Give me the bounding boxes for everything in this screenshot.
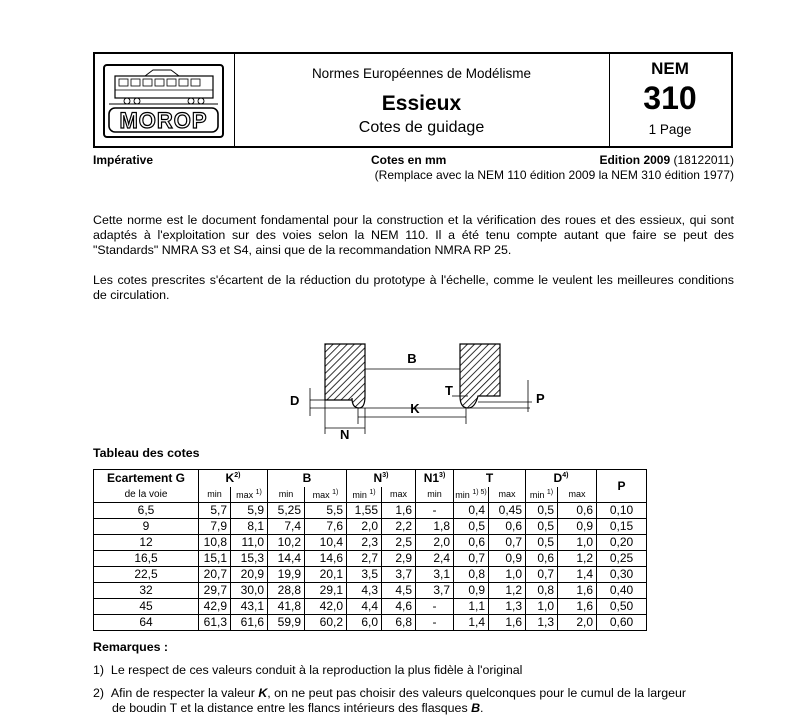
value-cell: 1,6: [489, 614, 526, 630]
value-cell: 28,8: [268, 582, 305, 598]
value-cell: 14,6: [305, 550, 347, 566]
value-cell: -: [416, 614, 454, 630]
value-cell: 2,3: [347, 534, 382, 550]
min-label: min: [416, 487, 454, 503]
value-cell: 0,25: [597, 550, 647, 566]
value-cell: 42,0: [305, 598, 347, 614]
value-cell: 1,55: [347, 502, 382, 518]
col-gauge-subheader: de la voie: [94, 487, 199, 503]
col-n1-header: N1$^{3)}$: [416, 470, 454, 487]
value-cell: 1,4: [454, 614, 489, 630]
replaces-note: (Remplace avec la NEM 110 édition 2009 la NEM 310 édition 1977): [374, 168, 734, 182]
value-cell: 1,3: [489, 598, 526, 614]
label-n: N: [340, 427, 350, 442]
min-label: min $^{1)}$: [347, 487, 382, 503]
label-d: D: [290, 393, 300, 408]
value-cell: 0,6: [558, 502, 597, 518]
value-cell: 10,2: [268, 534, 305, 550]
page-title: Essieux: [381, 92, 462, 115]
value-cell: 8,1: [231, 518, 268, 534]
value-cell: 2,4: [416, 550, 454, 566]
value-cell: 41,8: [268, 598, 305, 614]
remark-1-number: 1): [93, 663, 105, 677]
value-cell: 5,25: [268, 502, 305, 518]
value-cell: 20,7: [199, 566, 231, 582]
value-cell: 1,3: [526, 614, 558, 630]
value-cell: 0,7: [454, 550, 489, 566]
max-label: max: [489, 487, 526, 503]
gauge-cell: 9: [94, 518, 199, 534]
max-label: max: [558, 487, 597, 503]
value-cell: 1,1: [454, 598, 489, 614]
value-cell: 0,10: [597, 502, 647, 518]
value-cell: 1,6: [558, 582, 597, 598]
value-cell: 0,7: [526, 566, 558, 582]
value-cell: 1,6: [558, 598, 597, 614]
value-cell: 10,8: [199, 534, 231, 550]
value-cell: 29,7: [199, 582, 231, 598]
edition-line: [599, 153, 734, 167]
value-cell: 4,5: [382, 582, 416, 598]
value-cell: 14,4: [268, 550, 305, 566]
gauge-cell: 22,5: [94, 566, 199, 582]
gauge-cell: 32: [94, 582, 199, 598]
value-cell: 10,4: [305, 534, 347, 550]
value-cell: 59,9: [268, 614, 305, 630]
value-cell: 5,5: [305, 502, 347, 518]
value-cell: 2,2: [382, 518, 416, 534]
value-cell: 0,8: [454, 566, 489, 582]
value-cell: 0,5: [454, 518, 489, 534]
value-cell: 3,7: [416, 582, 454, 598]
right-wheel-profile: [460, 344, 500, 408]
value-cell: -: [416, 502, 454, 518]
col-d-header: $D^{4)}$: [526, 470, 597, 487]
value-cell: 0,6: [526, 550, 558, 566]
min-label: min: [268, 487, 305, 503]
value-cell: 0,9: [558, 518, 597, 534]
min-label: min $^{1)}$: [526, 487, 558, 503]
value-cell: 4,4: [347, 598, 382, 614]
col-p-header: P: [597, 470, 647, 503]
value-cell: 1,4: [558, 566, 597, 582]
remarks-title: Remarques :: [93, 640, 169, 654]
col-b-header: B: [268, 470, 347, 487]
value-cell: 6,8: [382, 614, 416, 630]
value-cell: 0,15: [597, 518, 647, 534]
col-t-header: T: [454, 470, 526, 487]
value-cell: 2,0: [558, 614, 597, 630]
value-cell: 0,60: [597, 614, 647, 630]
value-cell: 0,6: [489, 518, 526, 534]
remark-2-number: 2): [93, 686, 105, 700]
value-cell: 15,1: [199, 550, 231, 566]
value-cell: 0,5: [526, 502, 558, 518]
value-cell: 7,4: [268, 518, 305, 534]
value-cell: 1,6: [382, 502, 416, 518]
table-row: [94, 598, 647, 614]
value-cell: 3,5: [347, 566, 382, 582]
label-t: T: [445, 383, 453, 398]
value-cell: 5,9: [231, 502, 268, 518]
max-label: max $^{1)}$: [305, 487, 347, 503]
value-cell: 0,40: [597, 582, 647, 598]
page-count: 1 Page: [648, 122, 692, 137]
value-cell: 20,9: [231, 566, 268, 582]
value-cell: 6,0: [347, 614, 382, 630]
value-cell: 19,9: [268, 566, 305, 582]
value-cell: 2,0: [416, 534, 454, 550]
gauge-cell: 64: [94, 614, 199, 630]
value-cell: 3,7: [382, 566, 416, 582]
value-cell: 4,6: [382, 598, 416, 614]
locomotive-icon: [105, 66, 222, 136]
units-label: Cotes en mm: [371, 153, 447, 167]
col-k-header: $K^{2)}$: [199, 470, 268, 487]
table-row: [94, 566, 647, 582]
value-cell: 29,1: [305, 582, 347, 598]
page-subtitle: Cotes de guidage: [358, 119, 485, 136]
value-cell: 0,9: [454, 582, 489, 598]
value-cell: 43,1: [231, 598, 268, 614]
value-cell: 0,4: [454, 502, 489, 518]
remark-1-text: Le respect de ces valeurs conduit à la reproduction la plus fidèle à l'original: [110, 663, 523, 677]
value-cell: 60,2: [305, 614, 347, 630]
table-row: [94, 502, 647, 518]
nem-number: 310: [643, 80, 697, 116]
col-n-header: $N^{3)}$: [347, 470, 416, 487]
table-row: [94, 582, 647, 598]
left-wheel-profile: [325, 344, 365, 408]
gauge-cell: 16,5: [94, 550, 199, 566]
value-cell: 0,8: [526, 582, 558, 598]
value-cell: 0,7: [489, 534, 526, 550]
value-cell: 0,30: [597, 566, 647, 582]
intro-paragraph-2: Les cotes prescrites s'écartent de la réduction du prototype à l'échelle, comme le veulent les meilleures conditions de circulation.: [93, 273, 734, 302]
value-cell: 1,0: [526, 598, 558, 614]
value-cell: 1,2: [489, 582, 526, 598]
value-cell: 0,50: [597, 598, 647, 614]
table-row: [94, 614, 647, 630]
value-cell: 0,6: [454, 534, 489, 550]
morop-logo: [103, 64, 224, 138]
value-cell: 2,9: [382, 550, 416, 566]
cotes-table: [93, 469, 647, 631]
wheel-profile-diagram: [270, 336, 570, 442]
value-cell: 15,3: [231, 550, 268, 566]
value-cell: 7,6: [305, 518, 347, 534]
norm-series: Normes Européennes de Modélisme: [311, 66, 532, 81]
status-label: Impérative: [93, 153, 154, 167]
table-row: [94, 518, 647, 534]
value-cell: 1,0: [558, 534, 597, 550]
value-cell: 0,45: [489, 502, 526, 518]
value-cell: 5,7: [199, 502, 231, 518]
table-row: [94, 534, 647, 550]
edition-code: (18122011): [673, 153, 734, 167]
min-label: min $^{1) 5)}$: [454, 487, 489, 503]
value-cell: 0,5: [526, 534, 558, 550]
intro-paragraph-1: Cette norme est le document fondamental pour la construction et la vérification des roues et des essieux, qui sont adaptés à l'exploitation sur des voies selon la NEM 110. Il a été tenu compte autant que faire se peut des "Standards" NMRA S3 et S4, ainsi que de la recommandation NMRA RP 25.: [93, 213, 734, 257]
gauge-cell: 12: [94, 534, 199, 550]
value-cell: 1,2: [558, 550, 597, 566]
table-title: Tableau des cotes: [93, 446, 200, 460]
label-b: B: [407, 351, 417, 366]
label-k: K: [410, 401, 420, 416]
remark-1: [93, 663, 522, 677]
table-body: [94, 502, 647, 630]
gauge-cell: 6,5: [94, 502, 199, 518]
value-cell: 0,9: [489, 550, 526, 566]
max-label: max $^{1)}$: [231, 487, 268, 503]
value-cell: 61,3: [199, 614, 231, 630]
col-gauge-header: Ecartement G: [94, 470, 199, 487]
value-cell: 2,7: [347, 550, 382, 566]
value-cell: 4,3: [347, 582, 382, 598]
value-cell: 1,0: [489, 566, 526, 582]
value-cell: 30,0: [231, 582, 268, 598]
header-box: [93, 52, 733, 148]
value-cell: 0,20: [597, 534, 647, 550]
value-cell: 0,5: [526, 518, 558, 534]
value-cell: 61,6: [231, 614, 268, 630]
value-cell: 2,5: [382, 534, 416, 550]
nem-label: NEM: [651, 59, 689, 78]
value-cell: 2,0: [347, 518, 382, 534]
min-label: min: [199, 487, 231, 503]
value-cell: 42,9: [199, 598, 231, 614]
value-cell: 3,1: [416, 566, 454, 582]
edition-label: Edition 2009: [599, 153, 671, 167]
gauge-cell: 45: [94, 598, 199, 614]
value-cell: 11,0: [231, 534, 268, 550]
value-cell: 1,8: [416, 518, 454, 534]
max-label: max: [382, 487, 416, 503]
table-row: [94, 550, 647, 566]
value-cell: 7,9: [199, 518, 231, 534]
logo-text: MOROP: [119, 108, 208, 133]
remark-2: 2) Afin de respecter la valeur K, on ne peut pas choisir des valeurs quelconques pour le cumul de la largeur de boudin T et la distance entre les flancs intérieurs des flasques B.: [93, 686, 687, 715]
label-p: P: [536, 391, 545, 406]
value-cell: -: [416, 598, 454, 614]
value-cell: 20,1: [305, 566, 347, 582]
